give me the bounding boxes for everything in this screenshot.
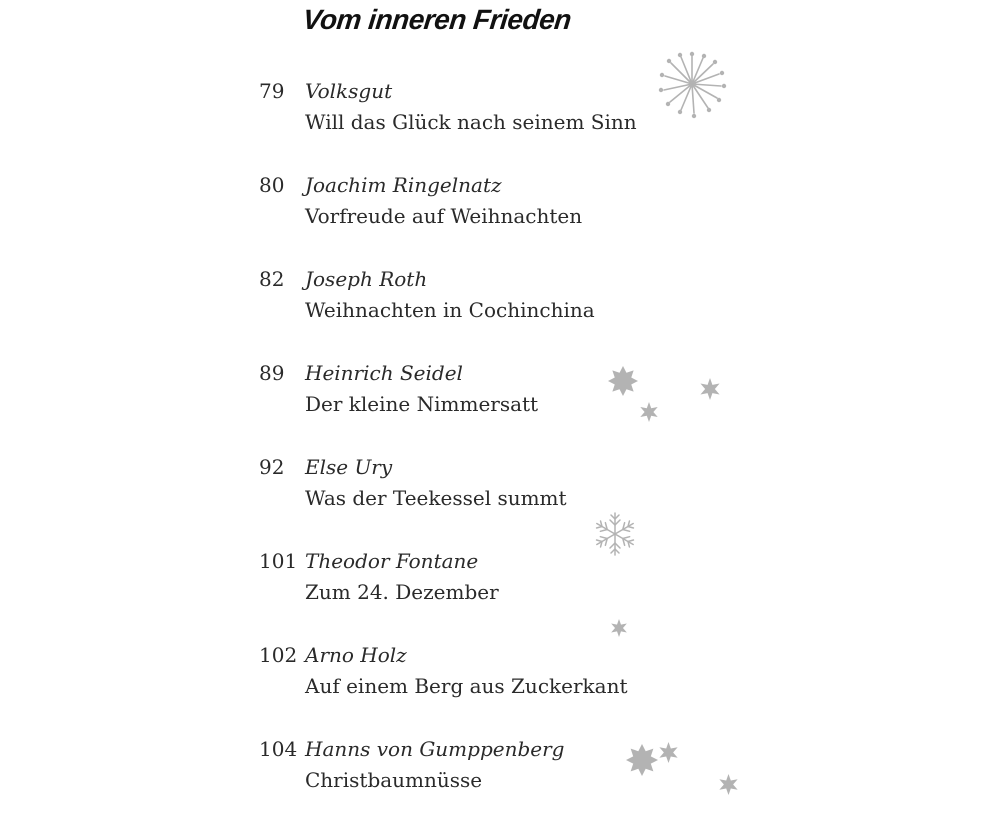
toc-title: Was der Teekessel summt xyxy=(305,486,567,510)
toc-page-number: 101 xyxy=(259,549,298,573)
toc-title: Will das Glück nach seinem Sinn xyxy=(305,110,637,134)
toc-entry xyxy=(0,636,1000,730)
toc-author: Else Ury xyxy=(305,455,393,479)
toc-title: Auf einem Berg aus Zuckerkant xyxy=(305,674,628,698)
section-title: Vom inneren Frieden xyxy=(301,4,573,35)
toc-entry xyxy=(0,260,1000,354)
toc-title: Christbaumnüsse xyxy=(305,768,483,792)
toc-entry xyxy=(0,72,1000,166)
toc-author: Joseph Roth xyxy=(305,267,428,291)
toc-page-number: 104 xyxy=(259,737,298,761)
toc-title: Der kleine Nimmersatt xyxy=(305,392,539,416)
toc-page-number: 92 xyxy=(259,455,285,479)
toc-entry xyxy=(0,448,1000,542)
toc-entry xyxy=(0,542,1000,636)
toc-title: Zum 24. Dezember xyxy=(305,580,499,604)
toc-author: Theodor Fontane xyxy=(305,549,479,573)
toc-author: Heinrich Seidel xyxy=(305,361,463,385)
toc-author: Hanns von Gumppenberg xyxy=(305,737,565,761)
toc-list xyxy=(0,72,1000,824)
toc-author: Volksgut xyxy=(305,79,393,103)
toc-title: Weihnachten in Cochinchina xyxy=(305,298,595,322)
toc-entry xyxy=(0,166,1000,260)
toc-entry xyxy=(0,354,1000,448)
toc-page-number: 89 xyxy=(259,361,285,385)
toc-page-number: 82 xyxy=(259,267,285,291)
toc-page-number: 79 xyxy=(259,79,285,103)
toc-page-number: 80 xyxy=(259,173,285,197)
toc-entry xyxy=(0,730,1000,824)
toc-page-number: 102 xyxy=(259,643,298,667)
toc-author: Arno Holz xyxy=(305,643,407,667)
toc-title: Vorfreude auf Weihnachten xyxy=(305,204,583,228)
toc-author: Joachim Ringelnatz xyxy=(305,173,502,197)
